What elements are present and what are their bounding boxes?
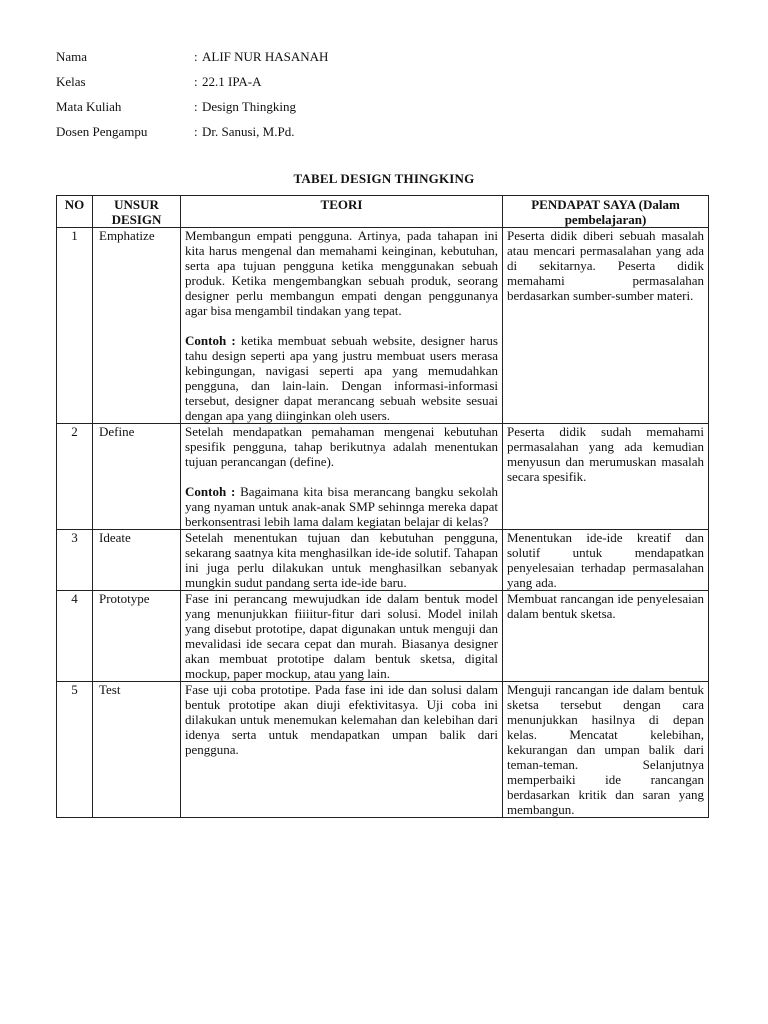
table-row — [57, 530, 709, 591]
cell-teori: Fase ini perancang mewujudkan ide dalam bentuk model yang menunjukkan fiiiitur-fitur dari solusi. Model inilah yang disebut prototipe, dapat digunakan untuk menguji dan mevalidasi ide secara cepat dan murah. Biasanya designer akan membuat prototipe dalam bentuk sketsa, digital mockup, paper mockup, atau yang lain. — [181, 591, 503, 682]
header-no: NO — [57, 196, 93, 228]
cell-teori: Fase uji coba prototipe. Pada fase ini ide dan solusi dalam bentuk prototipe akan diuji efektivitasya. Uji coba ini dilakukan untuk menemukan kelemahan dan kelebihan dari idenya serta untuk mendapatkan umpan balik dari pengguna. — [181, 682, 503, 818]
identity-block — [56, 44, 328, 144]
identity-label: Nama — [56, 49, 88, 64]
contoh-text: Bagaimana kita bisa merancang bangku sekolah yang nyaman untuk anak-anak SMP sehinnga mereka dapat berkonsentrasi lebih lama dalam kegiatan belajar di kelas? — [185, 484, 498, 529]
contoh-label: Contoh : — [185, 484, 236, 499]
cell-pendapat: Membuat rancangan ide penyelesaian dalam bentuk sketsa. — [503, 591, 709, 682]
table-row — [57, 228, 709, 424]
identity-value: Dr. Sanusi, M.Pd. — [202, 124, 295, 139]
identity-colon: : — [194, 74, 198, 89]
cell-pendapat: Peserta didik diberi sebuah masalah atau mencari permasalahan yang ada di sekitarnya. Peserta didik memahami permasalahan berdasarkan sumber-sumber materi. — [503, 228, 709, 424]
contoh-paragraph — [185, 333, 498, 423]
teori-text: Membangun empati pengguna. Artinya, pada tahapan ini kita harus mengenal dan memahami keinginan, kebutuhan, serta apa tujuan pengguna ketika menggunakan sebuah produk. Ketika mengembangkan sebuah produk, seorang designer perlu membangun empati dengan penggunanya agar bisa mengambil tindakan yang tepat. — [185, 228, 498, 318]
identity-row-mata-kuliah — [56, 94, 328, 119]
contoh-paragraph — [185, 484, 498, 529]
identity-colon: : — [194, 99, 198, 114]
cell-no: 1 — [57, 228, 93, 424]
identity-value: 22.1 IPA-A — [202, 74, 262, 89]
header-unsur: UNSUR DESIGN — [93, 196, 181, 228]
contoh-text: ketika membuat sebuah website, designer harus tahu design seperti apa yang justru membuat users merasa kebingungan, navigasi seperti apa yang memudahkan pengguna, dan lain-lain. Dengan informasi-informasi tersebut, designer dapat merancang sebuah website sesuai dengan apa yang diinginkan oleh users. — [185, 333, 498, 423]
identity-value: ALIF NUR HASANAH — [202, 49, 329, 64]
identity-colon: : — [194, 49, 198, 64]
cell-unsur: Prototype — [93, 591, 181, 682]
cell-pendapat: Peserta didik sudah memahami permasalahan yang ada kemudian menyusun dan merumuskan masalah secara spesifik. — [503, 424, 709, 530]
cell-unsur: Define — [93, 424, 181, 530]
identity-value: Design Thingking — [202, 99, 297, 114]
cell-no: 2 — [57, 424, 93, 530]
cell-unsur: Emphatize — [93, 228, 181, 424]
cell-no: 5 — [57, 682, 93, 818]
identity-row-nama — [56, 44, 328, 69]
cell-unsur: Ideate — [93, 530, 181, 591]
identity-label: Mata Kuliah — [56, 99, 122, 114]
identity-label: Dosen Pengampu — [56, 124, 148, 139]
identity-row-dosen — [56, 119, 328, 144]
contoh-label: Contoh : — [185, 333, 236, 348]
table-row — [57, 682, 709, 818]
cell-teori — [181, 424, 503, 530]
header-pendapat: PENDAPAT SAYA (Dalam pembelajaran) — [503, 196, 709, 228]
identity-colon: : — [194, 124, 198, 139]
cell-pendapat: Menentukan ide-ide kreatif dan solutif untuk mendapatkan penyelesaian terhadap permasalahan yang ada. — [503, 530, 709, 591]
teori-text: Setelah mendapatkan pemahaman mengenai kebutuhan spesifik pengguna, tahap berikutnya adalah menentukan tujuan perancangan (define). — [185, 424, 498, 469]
table-header-row — [57, 196, 709, 228]
table-row — [57, 591, 709, 682]
identity-row-kelas — [56, 69, 328, 94]
design-thinking-table — [56, 195, 709, 818]
document-title: TABEL DESIGN THINGKING — [293, 171, 475, 186]
header-teori: TEORI — [181, 196, 503, 228]
cell-teori: Setelah menentukan tujuan dan kebutuhan pengguna, sekarang saatnya kita menghasilkan ide-ide solutif. Tahapan ini juga perlu dilakukan untuk menghasilkan sebanyak mungkin sudut pandang serta ide-ide baru. — [181, 530, 503, 591]
cell-no: 3 — [57, 530, 93, 591]
table-row — [57, 424, 709, 530]
cell-teori — [181, 228, 503, 424]
cell-no: 4 — [57, 591, 93, 682]
cell-unsur: Test — [93, 682, 181, 818]
cell-pendapat: Menguji rancangan ide dalam bentuk sketsa tersebut dengan cara menunjukkan hasilnya di depan kelas. Mencatat kelebihan, kekurangan dan umpan balik dari teman-teman. Selanjutnya memperbaiki ide rancangan berdasarkan kritik dan saran yang membangun. — [503, 682, 709, 818]
identity-label: Kelas — [56, 74, 86, 89]
